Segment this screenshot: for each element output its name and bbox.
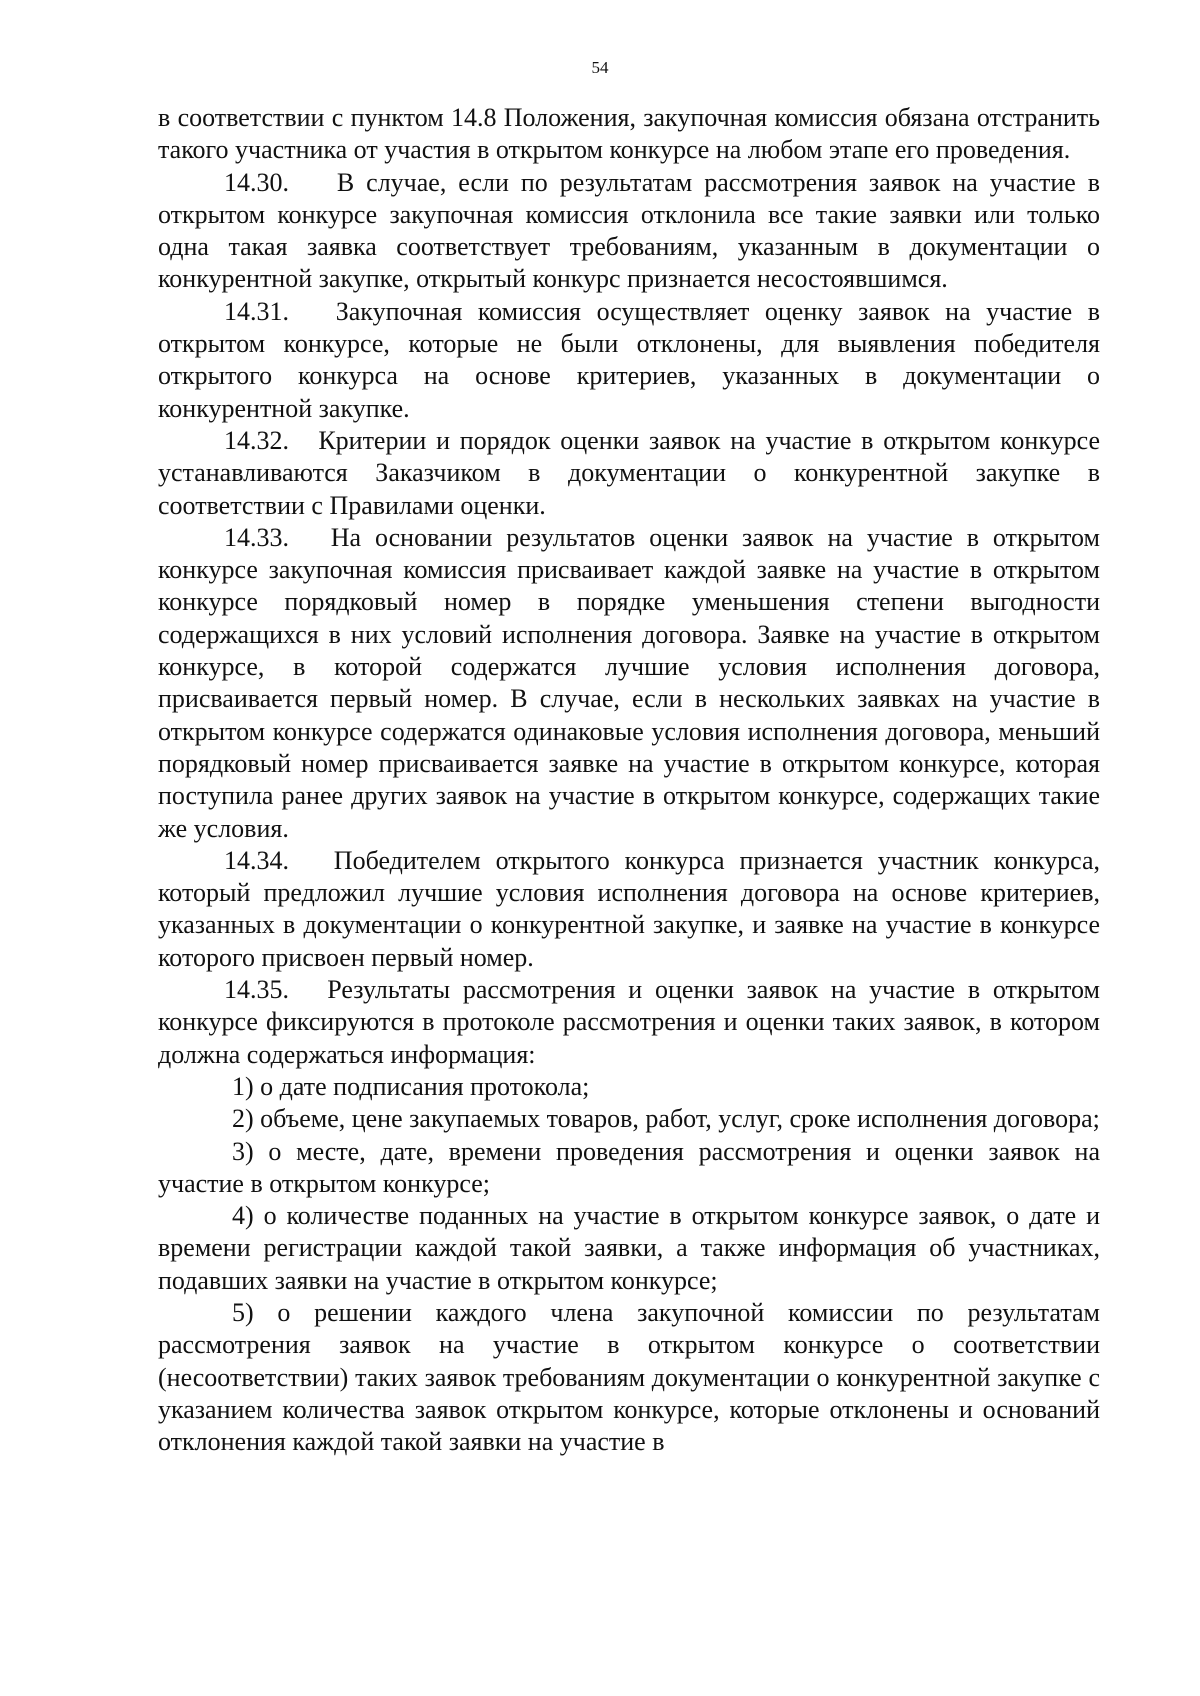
clause-14-35 — [158, 974, 1100, 1071]
list-marker: 1) — [232, 1071, 254, 1101]
clause-text: Победителем открытого конкурса признается участник конкурса, который предложил лучшие условия исполнения договора на основе критериев, указанных в документации о конкурентной закупке, и заявке на участие в конкурсе которого присвоен первый номер. — [158, 845, 1100, 972]
list-marker: 4) — [232, 1201, 254, 1231]
clause-number: 14.34. — [224, 845, 289, 875]
clause-14-31 — [158, 296, 1100, 425]
list-item — [158, 1136, 1100, 1201]
clause-text: Результаты рассмотрения и оценки заявок на участие в открытом конкурсе фиксируются в протоколе рассмотрения и оценки таких заявок, в котором должна содержаться информация: — [158, 975, 1100, 1069]
clause-text: В случае, если по результатам рассмотрения заявок на участие в открытом конкурсе закупочная комиссия отклонила все такие заявки или только одна такая заявка соответствует требованиям, указанным в документации о конкурентной закупке, открытый конкурс признается несостоявшимся. — [158, 167, 1101, 294]
clause-text: Закупочная комиссия осуществляет оценку заявок на участие в открытом конкурсе, которые не были отклонены, для выявления победителя открытого конкурса на основе критериев, указанных в документации о конкурентной закупке. — [158, 296, 1101, 423]
clause-text: Критерии и порядок оценки заявок на участие в открытом конкурсе устанавливаются Заказчиком в документации о конкурентной закупке в соответствии с Правилами оценки. — [158, 425, 1100, 520]
clause-number: 14.31. — [224, 296, 289, 326]
list-item — [158, 1103, 1100, 1135]
clause-number: 14.35. — [224, 975, 289, 1005]
clause-14-30 — [158, 167, 1100, 296]
clause-14-34 — [158, 845, 1100, 974]
list-item — [158, 1297, 1100, 1458]
clause-text: На основании результатов оценки заявок на участие в открытом конкурсе закупочная комиссия присваивает каждой заявке на участие в открытом конкурсе порядковый номер в порядке уменьшения степени выгодности содержащихся в них условий исполнения договора. Заявке на участие в открытом конкурсе, в которой содержатся лучшие условия исполнения договора, присваивается первый номер. В случае, если в нескольких заявках на участие в открытом конкурсе содержатся одинаковые условия исполнения договора, меньший порядковый номер присваивается заявке на участие в открытом конкурсе, которая поступила ранее других заявок на участие в открытом конкурсе, содержащих такие же условия. — [158, 522, 1100, 843]
list-marker: 5) — [232, 1297, 254, 1327]
clause-number: 14.30. — [224, 167, 289, 197]
list-item-text: о дате подписания протокола; — [260, 1071, 590, 1101]
list-item-text: о количестве поданных на участие в открытом конкурсе заявок, о дате и времени регистрации каждой такой заявки, а также информация об участниках, подавших заявки на участие в открытом конкурсе; — [158, 1201, 1100, 1295]
list-item-text: о решении каждого члена закупочной комиссии по результатам рассмотрения заявок на участие в открытом конкурсе о соответствии (несоответствии) таких заявок требованиям документации о конкурентной закупке с указанием количества заявок открытом конкурсе, которые отклонены и оснований отклонения каждой такой заявки на участие в — [158, 1297, 1100, 1457]
list-marker: 2) — [232, 1104, 254, 1134]
list-item — [158, 1200, 1100, 1297]
clause-number: 14.33. — [224, 522, 289, 552]
clause-14-32 — [158, 425, 1100, 522]
paragraph-continuation — [158, 102, 1100, 167]
paragraph-text: в соответствии с пунктом 14.8 Положения, закупочная комиссия обязана отстранить такого участника от участия в открытом конкурсе на любом этапе его проведения. — [158, 103, 1100, 165]
list-item-text: объеме, цене закупаемых товаров, работ, услуг, сроке исполнения договора; — [260, 1104, 1100, 1134]
document-body — [158, 102, 1100, 1458]
clause-14-33 — [158, 522, 1100, 845]
clause-number: 14.32. — [224, 425, 289, 455]
list-item — [158, 1071, 1100, 1103]
list-item-text: о месте, дате, времени проведения рассмотрения и оценки заявок на участие в открытом конкурсе; — [158, 1136, 1101, 1198]
page-number: 54 — [591, 58, 609, 77]
list-marker: 3) — [232, 1136, 254, 1166]
